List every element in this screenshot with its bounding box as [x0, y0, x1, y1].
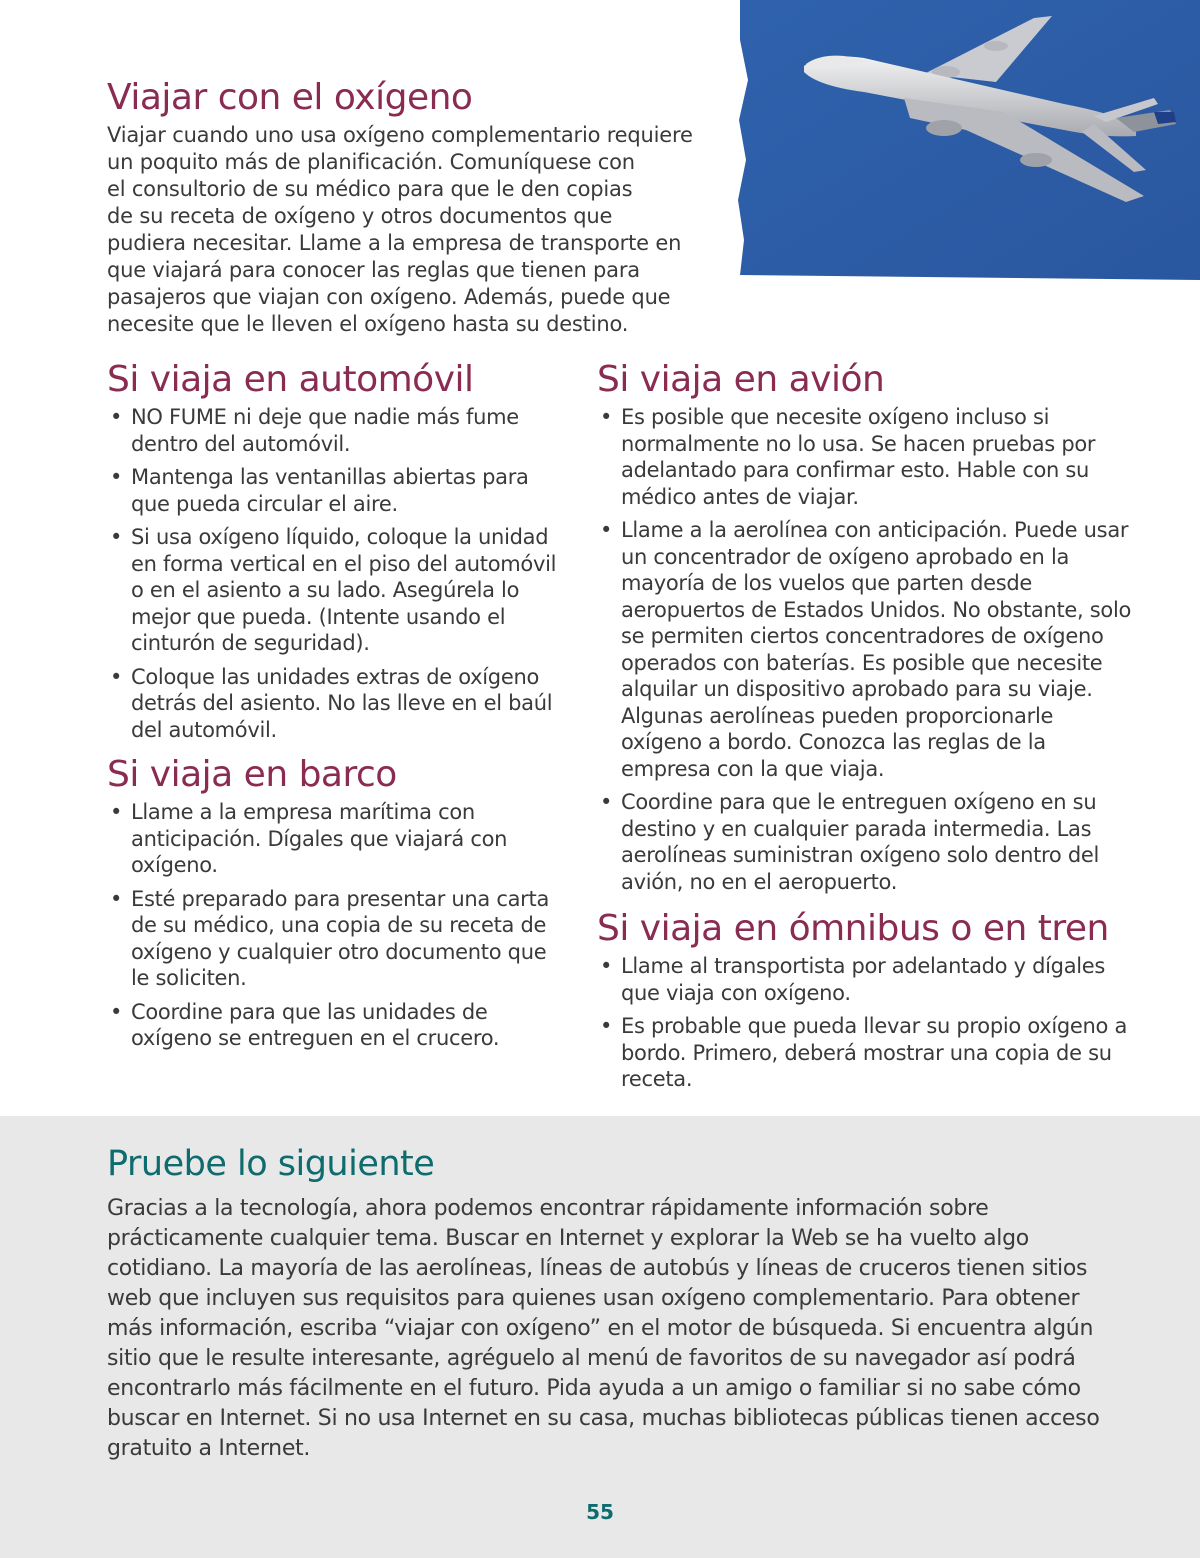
intro-line: que viajará para conocer las reglas que tienen para — [107, 258, 640, 282]
barco-title: Si viaja en barco — [107, 754, 397, 795]
tip-content — [107, 1142, 1107, 1464]
list-item: • NO FUME ni deje que nadie más fume dentro del automóvil. — [107, 404, 557, 457]
list-item: • Llame a la empresa marítima con anticipación. Dígales que viajará con oxígeno. — [107, 799, 557, 879]
list-item: • Mantenga las ventanillas abiertas para que pueda circular el aire. — [107, 464, 557, 517]
intro-title: Viajar con el oxígeno — [107, 77, 473, 118]
avion-section — [597, 358, 1137, 895]
omnibus-section — [597, 907, 1137, 1093]
auto-title: Si viaja en automóvil — [107, 359, 474, 400]
intro-line: Viajar cuando uno usa oxígeno complementario requiere — [107, 123, 693, 147]
list-item: • Llame al transportista por adelantado y dígales que viaja con oxígeno. — [597, 953, 1137, 1006]
list-item: • Es probable que pueda llevar su propio oxígeno a bordo. Primero, deberá mostrar una copia de su receta. — [597, 1013, 1137, 1093]
barco-section — [107, 753, 557, 1052]
list-item: • Coloque las unidades extras de oxígeno detrás del asiento. No las lleve en el baúl del automóvil. — [107, 664, 557, 744]
intro-line: el consultorio de su médico para que le den copias — [107, 177, 633, 201]
tip-title: Pruebe lo siguiente — [107, 1144, 435, 1184]
intro-line: un poquito más de planificación. Comuníquese con — [107, 150, 635, 174]
tip-box — [0, 1116, 1200, 1558]
auto-section — [107, 358, 557, 743]
right-column — [597, 358, 1137, 1100]
intro-paragraph — [107, 122, 717, 338]
airplane-photo — [734, 0, 1200, 280]
omnibus-title: Si viaja en ómnibus o en tren — [597, 908, 1109, 949]
list-item: • Esté preparado para presentar una carta de su médico, una copia de su receta de oxígeno y cualquier otro documento que le soliciten. — [107, 886, 557, 992]
intro-line: de su receta de oxígeno y otros documentos que — [107, 204, 613, 228]
list-item: • Coordine para que las unidades de oxígeno se entreguen en el crucero. — [107, 999, 557, 1052]
barco-list — [107, 799, 557, 1052]
intro-section — [107, 76, 717, 338]
avion-list — [597, 404, 1137, 895]
avion-title: Si viaja en avión — [597, 359, 885, 400]
page-number: 55 — [586, 1500, 614, 1524]
tip-body: Gracias a la tecnología, ahora podemos encontrar rápidamente información sobre prácticamente cualquier tema. Buscar en Internet y explorar la Web se ha vuelto algo cotidiano. La mayoría de las aerolíneas, líneas de autobús y líneas de cruceros tienen sitios web que incluyen sus requisitos para quienes usan oxígeno complementario. Para obtener más información, escriba “viajar con oxígeno” en el motor de búsqueda. Si encuentra algún sitio que le resulte interesante, agréguelo al menú de favoritos de su navegador así podrá encontrarlo más fácilmente en el futuro. Pida ayuda a un amigo o familiar si no sabe cómo buscar en Internet. Si no usa Internet en su casa, muchas bibliotecas públicas tienen acceso gratuito a Internet. — [107, 1196, 1100, 1461]
intro-line: pasajeros que viajan con oxígeno. Además, puede que — [107, 285, 671, 309]
intro-line: necesite que le lleven el oxígeno hasta su destino. — [107, 312, 629, 336]
list-item: • Es posible que necesite oxígeno incluso si normalmente no lo usa. Se hacen pruebas por adelantado para confirmar esto. Hable con su médico antes de viajar. — [597, 404, 1137, 510]
auto-list — [107, 404, 557, 743]
intro-line: pudiera necesitar. Llame a la empresa de transporte en — [107, 231, 682, 255]
list-item: • Si usa oxígeno líquido, coloque la unidad en forma vertical en el piso del automóvil o en el asiento a su lado. Asegúrela lo mejor que pueda. (Intente usando el cinturón de seguridad). — [107, 524, 557, 657]
list-item: • Llame a la aerolínea con anticipación. Puede usar un concentrador de oxígeno aprobado en la mayoría de los vuelos que parten desde aeropuertos de Estados Unidos. No obstante, solo se permiten ciertos concentradores de oxígeno operados con baterías. Es posible que necesite alquilar un dispositivo aprobado para su viaje. Algunas aerolíneas pueden proporcionarle oxígeno a bordo. Conozca las reglas de la empresa con la que viaja. — [597, 517, 1137, 782]
list-item: • Coordine para que le entreguen oxígeno en su destino y en cualquier parada intermedia. Las aerolíneas suministran oxígeno solo dentro del avión, no en el aeropuerto. — [597, 789, 1137, 895]
left-column — [107, 358, 557, 1059]
omnibus-list — [597, 953, 1137, 1093]
